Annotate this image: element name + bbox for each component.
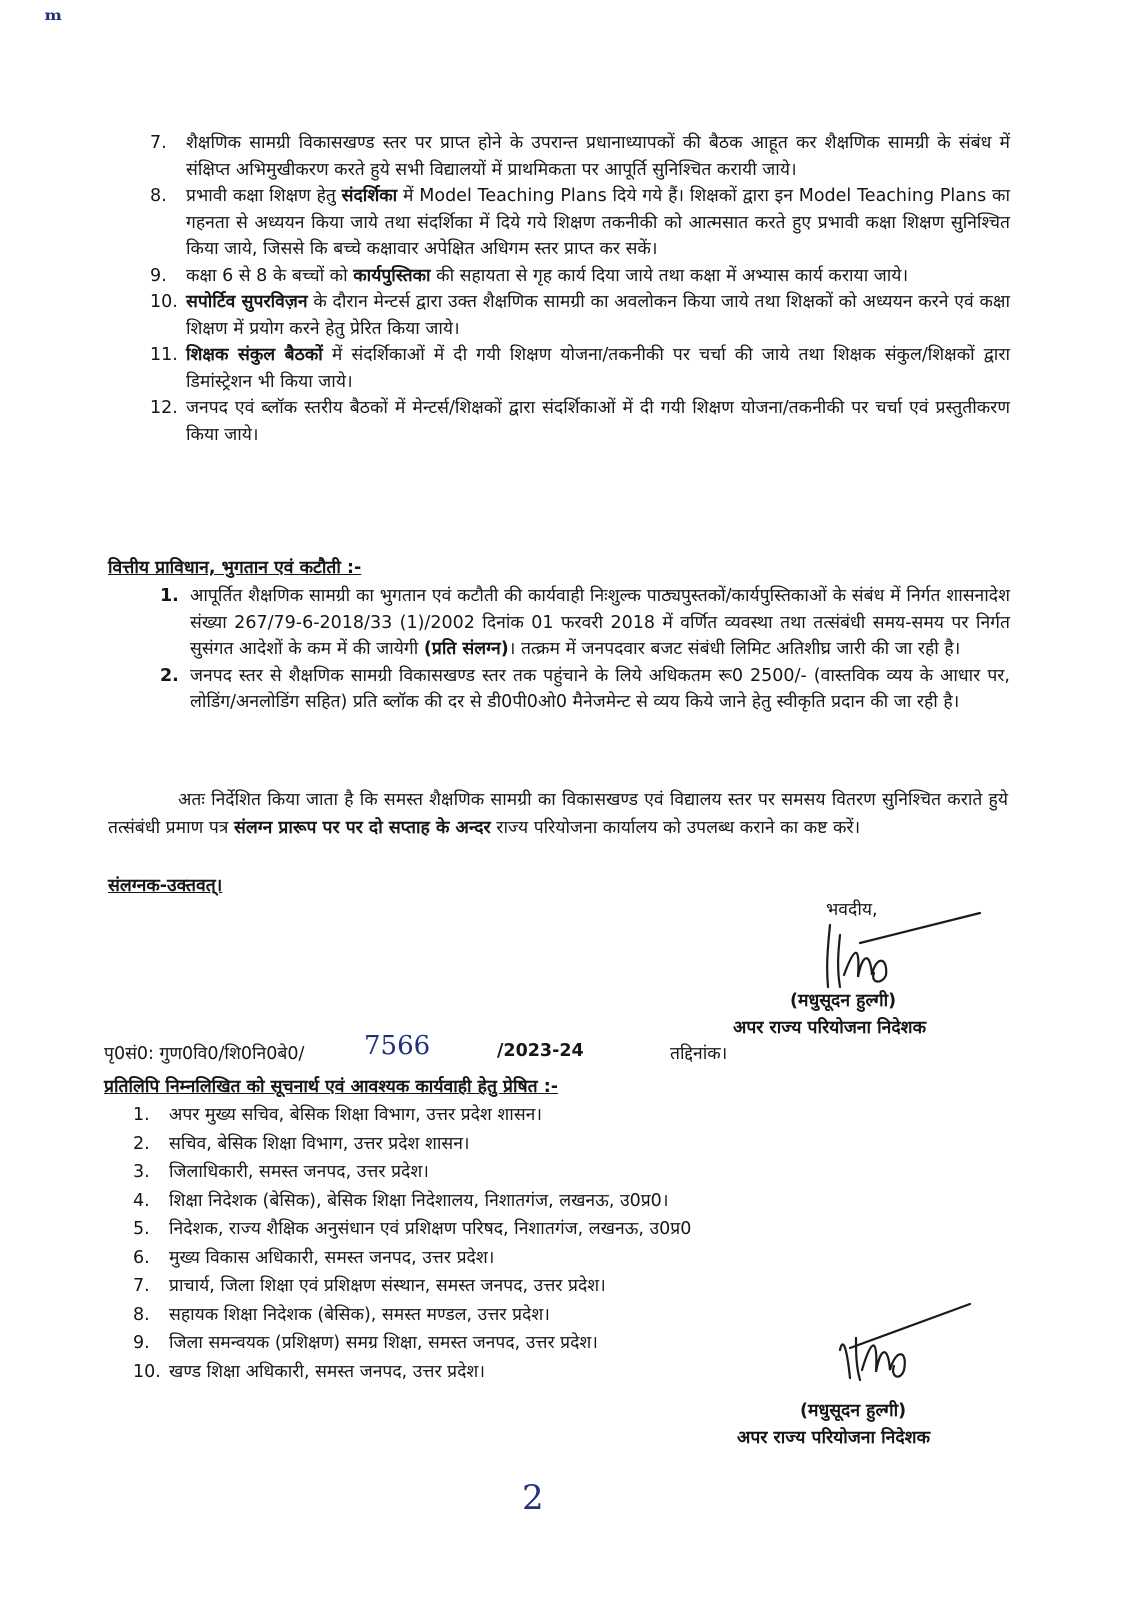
finance-list [160,583,1010,716]
copy-item: 6. मुख्य विकास अधिकारी, समस्त जनपद, उत्तर प्रदेश। [133,1247,495,1268]
directive-paragraph: अतः निर्देशित किया जाता है कि समस्त शैक्षणिक सामग्री का विकासखण्ड एवं विद्यालय स्तर पर समसय वितरण सुनिश्चित कराते हुये तत्संबंधी प्रमाण पत्र संलग्न प्रारूप पर पर दो सप्ताह के अन्दर राज्य परियोजना कार्यालय को उपलब्ध कराने का कष्ट करें। [108,790,1008,838]
finance-heading: वित्तीय प्राविधान, भुगतान एवं कटौती :- [108,558,362,578]
instruction-item: 8. प्रभावी कक्षा शिक्षण हेतु संदर्शिका में Model Teaching Plans दिये गये हैं। शिक्षकों द्वारा इन Model Teaching Plans का गहनता से अध्ययन किया जाये तथा संदर्शिका में दिये गये शिक्षण तकनीकी को आत्मसात करते हुए प्रभावी कक्षा शिक्षण सुनिश्चित किया जाये, जिससे कि बच्चे कक्षावार अपेक्षित अधिगम स्तर प्राप्त कर सकें। [150,186,1010,259]
copy-item: 4. शिक्षा निदेशक (बेसिक), बेसिक शिक्षा निदेशालय, निशातगंज, लखनऊ, उ0प्र0। [133,1190,669,1211]
signatory-name-2: (मधुसूदन हुल्गी) [800,1401,907,1421]
copy-item: 10. खण्ड शिक्षा अधिकारी, समस्त जनपद, उत्तर प्रदेश। [133,1361,485,1382]
instruction-item: 10. सपोर्टिव सुपरविज़न के दौरान मेन्टर्स द्वारा उक्त शैक्षणिक सामग्री का अवलोकन किया जाये तथा शिक्षकों को अध्ययन करने एवं कक्षा शिक्षण में प्रयोग करने हेतु प्रेरित किया जाये। [150,292,1010,339]
copy-item: 5. निदेशक, राज्य शैक्षिक अनुसंधान एवं प्रशिक्षण परिषद, निशातगंज, लखनऊ, उ0प्र0 [133,1219,692,1239]
copy-item: 3. जिलाधिकारी, समस्त जनपद, उत्तर प्रदेश। [133,1162,429,1182]
instruction-item: 9. कक्षा 6 से 8 के बच्चों को कार्यपुस्तिका की सहायता से गृह कार्य दिया जाये तथा कक्षा में अभ्यास कार्य कराया जाये। [150,265,909,286]
signatory-title-2: अपर राज्य परियोजना निदेशक [737,1428,931,1448]
closing: भवदीय, [826,900,878,920]
copy-item: 7. प्राचार्य, जिला शिक्षा एवं प्रशिक्षण संस्थान, समस्त जनपद, उत्तर प्रदेश। [133,1276,606,1296]
copy-item: 2. सचिव, बेसिक शिक्षा विभाग, उत्तर प्रदेश शासन। [133,1133,470,1154]
finance-item: 2. जनपद स्तर से शैक्षणिक सामग्री विकासखण्ड स्तर तक पहुंचाने के लिये अधिकतम रू0 2500/- (वास्तविक व्यय के आधार पर, लोडिंग/अनलोडिंग सहित) प्रति ब्लॉक की दर से डी0पी0ओ0 मैनेजमेन्ट से व्यय किये जाने हेतु स्वीकृति प्रदान की जा रही है। [160,665,1010,712]
copy-item: 1. अपर मुख्य सचिव, बेसिक शिक्षा विभाग, उत्तर प्रदेश शासन। [133,1105,543,1125]
instruction-item: 12. जनपद एवं ब्लॉक स्तरीय बैठकों में मेन्टर्स/शिक्षकों द्वारा संदर्शिकाओं में दी गयी शिक्षण योजना/तकनीकी पर चर्चा एवं प्रस्तुतीकरण किया जाये। [150,398,1010,445]
enclosure-note: संलग्नक-उक्तवत्। [108,876,223,896]
instruction-item: 7. शैक्षणिक सामग्री विकासखण्ड स्तर पर प्राप्त होने के उपरान्त प्रधानाध्यापकों की बैठक आहूत कर शैक्षणिक सामग्री के संबंध में संक्षिप्त अभिमुखीकरण करते हुये सभी विद्यालयों में प्राथमिकता पर आपूर्ति सुनिश्चित करायी जाये। [150,133,1010,180]
reference-year: /2023-24 [497,1041,584,1061]
reference-number: 7566 [364,1031,431,1061]
signature-1 [800,905,990,995]
reference-line [104,1031,1004,1071]
reference-prefix: पृ0सं0: गुण0वि0/शि0नि0बे0/ [104,1044,305,1064]
finance-item: 1. आपूर्तित शैक्षणिक सामग्री का भुगतान एवं कटौती की कार्यवाही निःशुल्क पाठ्यपुस्तकों/कार्यपुस्तिकाओं के संबंध में निर्गत शासनादेश संख्या 267/79-6-2018/33 (1)/2002 दिनांक 01 फरवरी 2018 में वर्णित व्यवस्था तथा तत्संबंधी समय-समय पर निर्गत सुसंगत आदेशों के कम में की जायेगी (प्रति संलग्न)। तत्क्रम में जनपदवार बजट संबंधी लिमिट अतिशीघ्र जारी की जा रही है। [160,586,1010,659]
copy-item: 8. सहायक शिक्षा निदेशक (बेसिक), समस्त मण्डल, उत्तर प्रदेश। [133,1304,550,1325]
signatory-title: अपर राज्य परियोजना निदेशक [733,1018,927,1038]
reference-date: तद्दिनांक। [670,1044,728,1064]
copy-item: 9. जिला समन्वयक (प्रशिक्षण) समग्र शिक्षा, समस्त जनपद, उत्तर प्रदेश। [133,1333,598,1353]
instruction-list [150,130,1010,448]
copy-heading: प्रतिलिपि निम्नलिखित को सूचनार्थ एवं आवश्यक कार्यवाही हेतु प्रेषित :- [104,1077,558,1097]
corner-mark: ᵐ [44,6,63,36]
signatory-name: (मधुसूदन हुल्गी) [790,991,897,1011]
instruction-item: 11. शिक्षक संकुल बैठकों में संदर्शिकाओं में दी गयी शिक्षण योजना/तकनीकी पर चर्चा की जाये तथा शिक्षक संकुल/शिक्षकों द्वारा डिमांस्ट्रेशन भी किया जाये। [150,345,1011,392]
page-number: 2 [522,1478,544,1518]
signature-2 [820,1300,980,1385]
copy-list [133,1101,853,1386]
